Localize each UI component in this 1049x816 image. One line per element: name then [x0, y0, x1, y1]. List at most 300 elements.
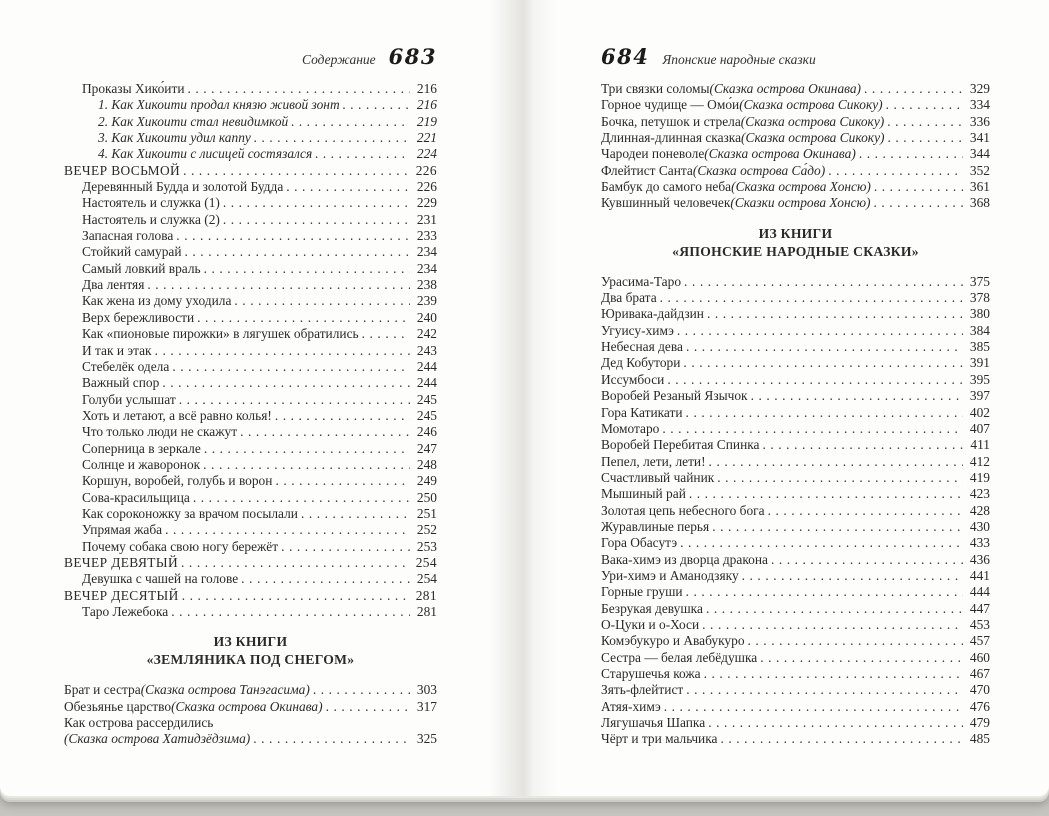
dot-leader — [203, 457, 410, 473]
toc-entry-page-number: 245 — [416, 391, 437, 407]
toc-entry-title: Горное чудище — Омо́и — [601, 97, 740, 113]
dot-leader — [751, 388, 963, 404]
dot-leader — [660, 290, 963, 306]
toc-entry — [601, 535, 990, 551]
toc-entry — [64, 212, 437, 228]
dot-leader — [171, 604, 410, 620]
dot-leader — [183, 163, 410, 179]
toc-entry-note: (Сказка острова Сикоку) — [739, 97, 883, 113]
dot-leader — [204, 441, 410, 457]
toc-entry — [64, 179, 437, 195]
toc-entry-note: (Сказка острова Окинава) — [704, 146, 856, 162]
toc-entry — [64, 731, 437, 747]
dot-leader — [343, 97, 410, 113]
toc-entry-title: Хоть и летают, а всё равно колья! — [82, 407, 272, 423]
toc-entry-page-number: 226 — [415, 162, 437, 178]
toc-entry-page-number: 341 — [969, 130, 990, 146]
toc-entry-page-number: 402 — [969, 404, 990, 420]
toc-entry-title: Дед Кобутори — [601, 355, 681, 371]
toc-entry — [64, 571, 437, 587]
dot-leader — [275, 473, 410, 489]
toc-entry — [601, 584, 990, 600]
toc-entry — [601, 470, 990, 486]
toc-entry-title: Мышиный рай — [601, 486, 686, 502]
dot-leader — [887, 130, 963, 146]
toc-entry-title: Настоятель и служка (2) — [82, 211, 220, 227]
toc-entry — [601, 274, 990, 290]
toc-entry-title: Брат и сестра — [64, 682, 141, 698]
toc-entry — [601, 633, 990, 649]
toc-entry — [64, 490, 437, 506]
toc-entry-page-number: 231 — [416, 211, 437, 227]
toc-entry — [601, 486, 990, 502]
toc-entry-page-number: 250 — [416, 489, 437, 505]
toc-entry-note: (Сказка острова Окинава) — [709, 81, 862, 96]
toc-entry-title: Воробей Резаный Язычок — [601, 388, 748, 404]
toc-entry — [64, 506, 437, 522]
toc-entry — [64, 310, 437, 326]
toc-entry-title: Солнце и жаворонок — [82, 456, 201, 472]
dot-leader — [768, 503, 963, 519]
left-toc-list — [64, 81, 437, 620]
toc-entry-title: Иссумбоси — [601, 371, 665, 387]
dot-leader — [677, 323, 963, 339]
toc-entry-page-number: 325 — [416, 731, 437, 747]
section-heading-japanese-folk-tales-book — [601, 225, 990, 261]
toc-entry-title: ВЕЧЕР ДЕВЯТЫЙ — [64, 554, 179, 570]
toc-entry-title: Деревянный Будда и золотой Будда — [82, 179, 284, 195]
toc-entry-title: Журавлиные перья — [601, 518, 710, 534]
toc-entry-page-number: 233 — [416, 228, 437, 244]
toc-entry-title: Сестра — белая лебёдушка — [601, 649, 758, 665]
running-head-contents: Содержание — [302, 52, 376, 67]
toc-entry-page-number: 391 — [969, 355, 990, 371]
toc-entry-title: Зять-флейтист — [601, 682, 684, 698]
toc-entry-page-number: 226 — [416, 179, 437, 195]
dot-leader — [326, 699, 410, 715]
dot-leader — [886, 97, 963, 113]
toc-entry-page-number: 303 — [416, 682, 437, 698]
toc-entry — [601, 503, 990, 519]
toc-entry-page-number: 407 — [969, 420, 990, 436]
toc-entry-page-number: 334 — [969, 97, 990, 113]
toc-entry-title: Обезьянье царство — [64, 698, 172, 714]
toc-entry-title: Пепел, лети, лети! — [601, 453, 706, 469]
toc-entry — [601, 650, 990, 666]
toc-entry — [64, 228, 437, 244]
toc-entry-page-number: 430 — [969, 518, 990, 534]
toc-entry-title: Как острова рассердились — [64, 715, 214, 731]
dot-leader — [223, 212, 410, 228]
toc-entry-page-number: 281 — [415, 587, 437, 603]
toc-entry-title: Проказы Хико́ити — [82, 81, 185, 96]
dot-leader — [689, 486, 963, 502]
toc-entry-title: 4. Как Хикоити с лисицей состязался — [98, 146, 313, 162]
dot-leader — [181, 555, 410, 571]
toc-entry — [64, 359, 437, 375]
toc-entry-page-number: 239 — [416, 293, 437, 309]
toc-entry-page-number: 453 — [969, 616, 990, 632]
toc-entry — [64, 473, 437, 489]
toc-entry-title: И так и этак — [82, 342, 152, 358]
dot-leader — [706, 601, 963, 617]
dot-leader — [301, 506, 410, 522]
toc-entry — [64, 604, 437, 620]
toc-entry-title: 3. Как Хикоити удил каппу — [98, 130, 251, 146]
dot-leader — [686, 405, 963, 421]
dot-leader — [771, 552, 963, 568]
toc-entry-page-number: 433 — [969, 535, 990, 551]
toc-entry-title: Стойкий самурай — [82, 244, 182, 260]
toc-entry-title: Чёрт и три мальчика — [601, 731, 718, 747]
toc-entry-page-number: 229 — [416, 195, 437, 211]
section-heading-strawberry-book — [64, 633, 437, 669]
toc-entry — [64, 244, 437, 260]
toc-entry — [64, 424, 437, 440]
dot-leader — [720, 731, 963, 747]
toc-entry — [601, 666, 990, 682]
toc-entry-title: О-Цуки и о-Хоси — [601, 616, 700, 632]
toc-entry — [601, 372, 990, 388]
toc-entry-page-number: 216 — [416, 97, 437, 113]
toc-entry-title: Вака-химэ из дворца дракона — [601, 551, 768, 567]
toc-entry-page-number: 219 — [416, 113, 437, 129]
dot-leader — [223, 195, 410, 211]
toc-entry — [601, 163, 990, 179]
dot-leader — [686, 339, 963, 355]
toc-entry-note: (Сказка острова Хатидзёдзима) — [64, 731, 251, 747]
toc-entry — [64, 392, 437, 408]
toc-entry-title: Ури-химэ и Аманодзяку — [601, 567, 739, 583]
toc-entry-page-number: 470 — [969, 682, 990, 698]
right-running-header — [601, 44, 990, 69]
toc-entry-page-number: 375 — [969, 273, 990, 289]
toc-entry-page-number: 384 — [969, 322, 990, 338]
toc-entry — [601, 601, 990, 617]
toc-entry-title: Запасная голова — [82, 228, 174, 244]
toc-entry-page-number: 476 — [969, 698, 990, 714]
toc-entry-page-number: 378 — [969, 290, 990, 306]
toc-entry — [601, 195, 990, 211]
toc-entry-page-number: 221 — [416, 130, 437, 146]
toc-entry-title: Упрямая жаба — [82, 522, 163, 538]
toc-entry — [64, 715, 437, 731]
running-head-book-title: Японские народные сказки — [662, 52, 816, 67]
dot-leader — [684, 274, 963, 290]
toc-entry-page-number: 254 — [415, 554, 437, 570]
toc-entry-title: Гора Катикати — [601, 404, 683, 420]
toc-entry-page-number: 252 — [416, 522, 437, 538]
toc-entry-page-number: 397 — [969, 388, 990, 404]
toc-entry — [601, 568, 990, 584]
toc-entry-title: Девушка с чашей на голове — [82, 571, 239, 587]
toc-entry-page-number: 368 — [969, 195, 990, 211]
dot-leader — [182, 588, 410, 604]
dot-leader — [683, 355, 963, 371]
toc-entry-page-number: 216 — [416, 81, 437, 96]
dot-leader — [748, 633, 963, 649]
left-running-header — [64, 44, 437, 69]
toc-entry-title: Два лентяя — [82, 277, 145, 293]
toc-entry — [64, 293, 437, 309]
toc-entry — [601, 421, 990, 437]
folio-left: 683 — [388, 44, 437, 69]
dot-leader — [240, 424, 410, 440]
right-toc-list — [601, 81, 990, 212]
toc-entry-title: Стебелёк одела — [82, 358, 170, 374]
toc-entry-page-number: 254 — [416, 571, 437, 587]
toc-entry-page-number: 444 — [969, 584, 990, 600]
dot-leader — [707, 306, 963, 322]
toc-entry-page-number: 238 — [416, 277, 437, 293]
section-heading-line-2: «ЯПОНСКИЕ НАРОДНЫЕ СКАЗКИ» — [672, 243, 919, 259]
toc-entry-page-number: 485 — [969, 731, 990, 747]
dot-leader — [254, 130, 410, 146]
toc-entry — [64, 441, 437, 457]
toc-entry — [64, 408, 437, 424]
toc-entry-title: Бамбук до самого неба — [601, 179, 732, 195]
dot-leader — [828, 163, 963, 179]
toc-entry-note: (Сказка острова Танэгасима) — [140, 682, 310, 698]
toc-entry-title: Таро Лежебока — [82, 604, 169, 619]
toc-entry-title: Три связки соломы — [601, 81, 710, 96]
toc-entry — [601, 306, 990, 322]
toc-entry-page-number: 246 — [416, 424, 437, 440]
dot-leader — [887, 114, 963, 130]
toc-entry-page-number: 248 — [416, 456, 437, 472]
toc-entry-title: Как «пионовые пирожки» в лягушек обратились — [82, 326, 359, 342]
toc-entry-title: Урасима-Таро — [601, 273, 682, 289]
toc-entry-page-number: 329 — [969, 81, 990, 96]
dot-leader — [193, 490, 410, 506]
toc-entry-page-number: 460 — [969, 649, 990, 665]
dot-leader — [162, 375, 410, 391]
toc-entry — [601, 519, 990, 535]
toc-entry — [601, 552, 990, 568]
toc-entry-page-number: 412 — [969, 453, 990, 469]
toc-entry-title: Почему собака свою ногу бережёт — [82, 538, 279, 554]
dot-leader — [742, 568, 963, 584]
dot-leader — [712, 519, 963, 535]
dot-leader — [286, 179, 410, 195]
toc-entry-title: Длинная-длинная сказка — [601, 130, 742, 146]
toc-entry-page-number: 457 — [969, 633, 990, 649]
toc-entry — [64, 343, 437, 359]
left-section-toc-list — [64, 682, 437, 747]
toc-entry-page-number: 336 — [969, 113, 990, 129]
toc-entry-title: Настоятель и служка (1) — [82, 195, 220, 211]
dot-leader — [275, 408, 410, 424]
section-heading-line-1: ИЗ КНИГИ — [213, 634, 288, 650]
toc-entry — [601, 617, 990, 633]
toc-entry — [64, 97, 437, 113]
toc-entry-page-number: 281 — [416, 604, 437, 619]
toc-entry-title: Угуису-химэ — [601, 322, 674, 338]
toc-entry-title: Верх бережливости — [82, 309, 195, 325]
toc-entry-title: Два брата — [601, 290, 657, 306]
dot-leader — [702, 617, 963, 633]
toc-entry-page-number: 242 — [416, 326, 437, 342]
toc-entry-title: Горные груши — [601, 584, 683, 600]
dot-leader — [859, 146, 963, 162]
right-page — [601, 44, 990, 748]
toc-entry — [64, 163, 437, 179]
dot-leader — [253, 731, 410, 747]
dot-leader — [760, 650, 963, 666]
toc-entry-page-number: 441 — [969, 567, 990, 583]
toc-entry-title: Как жена из дому уходила — [82, 293, 232, 309]
toc-entry — [64, 682, 437, 698]
section-heading-line-1: ИЗ КНИГИ — [758, 225, 833, 241]
dot-leader — [315, 146, 410, 162]
toc-entry-title: Безрукая девушка — [601, 600, 703, 616]
toc-entry — [601, 81, 990, 97]
left-page — [64, 44, 437, 748]
toc-entry-page-number: 479 — [969, 715, 990, 731]
dot-leader — [313, 682, 410, 698]
toc-entry-note: (Сказки острова Хонсю) — [730, 195, 871, 211]
toc-entry-page-number: 249 — [416, 473, 437, 489]
toc-entry-page-number: 385 — [969, 339, 990, 355]
toc-entry-note: (Сказка острова Са́до) — [692, 162, 826, 178]
toc-entry — [601, 699, 990, 715]
toc-entry — [64, 539, 437, 555]
toc-entry-title: Воробей Перебитая Спинка — [601, 437, 760, 453]
dot-leader — [864, 81, 963, 97]
toc-entry — [64, 130, 437, 146]
dot-leader — [704, 666, 963, 682]
toc-entry-title: 2. Как Хикоити стал невидимкой — [98, 113, 289, 129]
toc-entry — [64, 261, 437, 277]
dot-leader — [709, 454, 963, 470]
dot-leader — [708, 715, 963, 731]
toc-entry — [64, 588, 437, 604]
dot-leader — [197, 310, 410, 326]
dot-leader — [680, 535, 963, 551]
dot-leader — [686, 682, 963, 698]
toc-entry-title: Как сороконожку за врачом посылали — [82, 505, 298, 521]
toc-entry — [601, 731, 990, 747]
toc-entry-page-number: 380 — [969, 306, 990, 322]
toc-entry-page-number: 244 — [416, 375, 437, 391]
toc-entry-title: Самый ловкий враль — [82, 260, 201, 276]
toc-entry — [601, 290, 990, 306]
dot-leader — [662, 421, 963, 437]
toc-entry-title: Кувшинный человечек — [601, 195, 731, 211]
toc-entry-title: Счастливый чайник — [601, 469, 715, 485]
dot-leader — [874, 179, 963, 195]
toc-entry-title: Коршун, воробей, голубь и ворон — [82, 473, 273, 489]
toc-entry — [64, 457, 437, 473]
toc-entry-note: (Сказка острова Сикоку) — [740, 113, 885, 129]
toc-entry-title: Небесная дева — [601, 339, 683, 355]
toc-entry-title: Сова-красильщица — [82, 489, 190, 505]
toc-entry-title: Флейтист Санта — [601, 162, 693, 178]
dot-leader — [147, 277, 410, 293]
toc-entry — [64, 195, 437, 211]
toc-entry-note: (Сказка острова Хонсю) — [731, 179, 871, 195]
right-section-toc-list — [601, 274, 990, 748]
toc-entry-title: Юривака-дайдзин — [601, 306, 704, 322]
toc-entry — [64, 375, 437, 391]
dot-leader — [187, 81, 410, 97]
toc-entry — [601, 146, 990, 162]
toc-entry-title: Важный спор — [82, 375, 160, 391]
toc-entry-page-number: 224 — [416, 146, 437, 162]
toc-entry-title: Атяя-химэ — [601, 698, 661, 714]
toc-entry-page-number: 253 — [416, 538, 437, 554]
toc-entry — [601, 130, 990, 146]
dot-leader — [204, 261, 410, 277]
toc-entry-title: 1. Как Хикоити продал князю живой зонт — [98, 97, 340, 113]
toc-entry-page-number: 352 — [969, 162, 990, 178]
toc-entry-title: Чародеи поневоле — [601, 146, 705, 162]
toc-entry-title: Лягушачья Шапка — [601, 715, 706, 731]
toc-entry — [601, 388, 990, 404]
toc-entry-page-number: 317 — [416, 698, 437, 714]
toc-entry — [601, 114, 990, 130]
toc-entry — [601, 179, 990, 195]
toc-entry-title: Голуби услышат — [82, 391, 176, 407]
dot-leader — [234, 293, 410, 309]
toc-entry-page-number: 344 — [969, 146, 990, 162]
toc-entry-page-number: 361 — [969, 179, 990, 195]
dot-leader — [686, 584, 963, 600]
toc-entry-page-number: 243 — [416, 342, 437, 358]
toc-entry-title: Гора Обасутэ — [601, 535, 678, 551]
toc-entry-note: (Сказка острова Сикоку) — [741, 130, 885, 146]
dot-leader — [717, 470, 963, 486]
toc-entry — [64, 114, 437, 130]
toc-entry — [601, 405, 990, 421]
toc-entry-page-number: 419 — [969, 469, 990, 485]
toc-entry — [601, 682, 990, 698]
section-heading-line-2: «ЗЕМЛЯНИКА ПОД СНЕГОМ» — [146, 652, 355, 668]
dot-leader — [362, 326, 410, 342]
dot-leader — [762, 437, 963, 453]
dot-leader — [291, 114, 410, 130]
dot-leader — [172, 359, 410, 375]
toc-entry — [64, 81, 437, 97]
toc-entry — [64, 522, 437, 538]
toc-entry-page-number: 436 — [969, 551, 990, 567]
toc-entry-title: Соперница в зеркале — [82, 440, 201, 456]
dot-leader — [185, 244, 410, 260]
toc-entry-title: ВЕЧЕР ДЕСЯТЫЙ — [64, 587, 179, 603]
toc-entry-page-number: 240 — [416, 309, 437, 325]
toc-entry-page-number: 244 — [416, 358, 437, 374]
folio-right: 684 — [601, 44, 650, 69]
toc-entry — [601, 454, 990, 470]
dot-leader — [179, 392, 410, 408]
dot-leader — [873, 195, 963, 211]
toc-entry-page-number: 395 — [969, 371, 990, 387]
toc-entry-title: Комэбукуро и Авабукуро — [601, 633, 745, 649]
toc-entry-title: Бочка, петушок и стрела — [601, 113, 741, 129]
toc-entry-page-number: 234 — [416, 244, 437, 260]
toc-entry-page-number: 247 — [416, 440, 437, 456]
toc-entry-page-number: 423 — [969, 486, 990, 502]
toc-entry-title: Старушечья кожа — [601, 666, 701, 681]
toc-entry-page-number: 411 — [970, 437, 990, 453]
dot-leader — [165, 522, 410, 538]
toc-entry — [601, 323, 990, 339]
toc-entry — [64, 326, 437, 342]
toc-entry-title: Золотая цепь небесного бога — [601, 502, 765, 518]
toc-entry-page-number: 234 — [416, 260, 437, 276]
toc-entry — [64, 277, 437, 293]
toc-entry — [601, 715, 990, 731]
